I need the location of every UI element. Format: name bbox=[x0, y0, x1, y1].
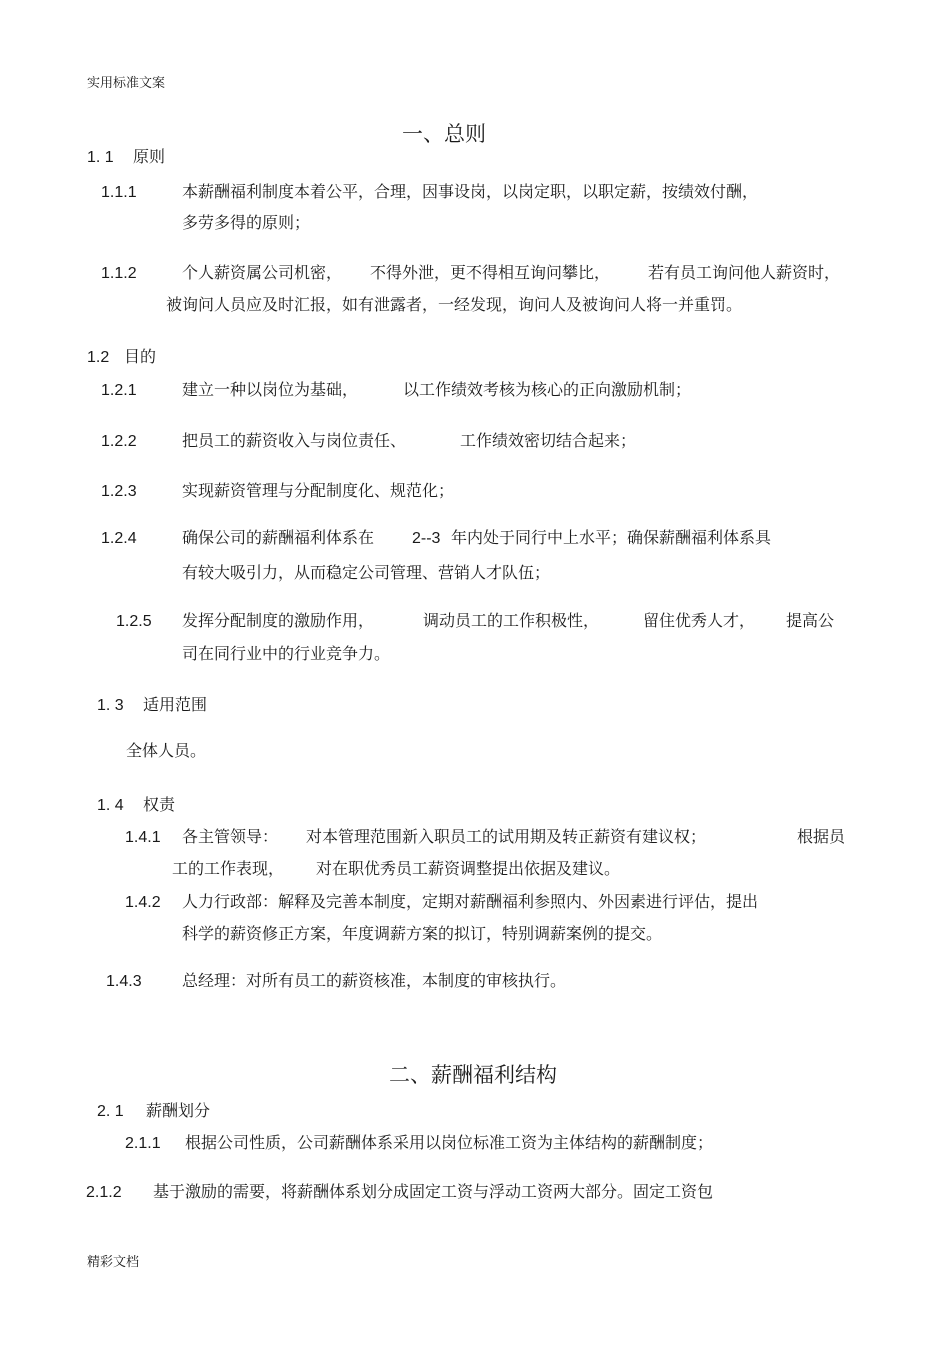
paragraph-line: 被询问人员应及时汇报，如有泄露者，一经发现，询问人及被询问人将一并重罚。 bbox=[166, 295, 743, 314]
item-number: 1.2.4 bbox=[101, 530, 137, 547]
section-heading: 目的 bbox=[124, 347, 157, 366]
item-number: 1.2.3 bbox=[101, 483, 137, 500]
item-number: 1.4.3 bbox=[106, 973, 142, 990]
paragraph-line: 年内处于同行中上水平；确保薪酬福利体系具 bbox=[451, 528, 772, 547]
paragraph-line: 提高公 bbox=[786, 611, 835, 630]
item-number: 1.2.1 bbox=[101, 382, 137, 399]
paragraph-line: 各主管领导： bbox=[182, 827, 279, 846]
paragraph-number: 2--3 bbox=[412, 530, 441, 547]
section-title: 二、薪酬福利结构 bbox=[389, 1063, 557, 1087]
item-number: 1.2.2 bbox=[101, 433, 137, 450]
page-footer: 精彩文档 bbox=[87, 1255, 140, 1270]
paragraph-line: 确保公司的薪酬福利体系在 bbox=[182, 528, 375, 547]
section-heading: 适用范围 bbox=[143, 695, 208, 714]
paragraph-line: 以工作绩效考核为核心的正向激励机制； bbox=[403, 380, 692, 399]
paragraph-line: 建立一种以岗位为基础， bbox=[182, 380, 359, 399]
section-number: 1.2 bbox=[87, 349, 110, 366]
paragraph-line: 对在职优秀员工薪资调整提出依据及建议。 bbox=[316, 859, 621, 878]
paragraph-line: 把员工的薪资收入与岗位责任、 bbox=[182, 431, 407, 450]
paragraph-line: 调动员工的工作积极性， bbox=[423, 611, 600, 630]
paragraph-line: 根据员 bbox=[797, 827, 846, 846]
paragraph-line: 科学的薪资修正方案，年度调薪方案的拟订，特别调薪案例的提交。 bbox=[182, 924, 663, 943]
page-header: 实用标准文案 bbox=[87, 76, 166, 91]
paragraph-line: 多劳多得的原则； bbox=[182, 213, 311, 232]
item-number: 1.1.1 bbox=[101, 184, 137, 201]
item-number: 1.4.2 bbox=[125, 894, 161, 911]
paragraph-line: 实现薪资管理与分配制度化、规范化； bbox=[182, 481, 455, 500]
section-number: 1. 4 bbox=[97, 797, 124, 814]
item-number: 1.4.1 bbox=[125, 829, 161, 846]
section-heading: 薪酬划分 bbox=[146, 1101, 211, 1120]
paragraph-line: 全体人员。 bbox=[126, 741, 207, 760]
paragraph-line: 司在同行业中的行业竞争力。 bbox=[182, 644, 391, 663]
section-heading: 原则 bbox=[133, 147, 166, 166]
item-number: 1.2.5 bbox=[116, 613, 152, 630]
paragraph-line: 发挥分配制度的激励作用， bbox=[182, 611, 375, 630]
section-number: 1. 3 bbox=[97, 697, 124, 714]
paragraph-line: 工的工作表现， bbox=[172, 859, 285, 878]
paragraph-line: 本薪酬福利制度本着公平，合理，因事设岗，以岗定职，以职定薪，按绩效付酬， bbox=[182, 182, 759, 201]
item-number: 2.1.1 bbox=[125, 1135, 161, 1152]
section-title: 一、总则 bbox=[402, 122, 486, 146]
paragraph-line: 总经理：对所有员工的薪资核准，本制度的审核执行。 bbox=[182, 971, 567, 990]
paragraph-line: 不得外泄，更不得相互询问攀比， bbox=[370, 263, 611, 282]
section-heading: 权责 bbox=[143, 795, 176, 814]
paragraph-line: 根据公司性质，公司薪酬体系采用以岗位标准工资为主体结构的薪酬制度； bbox=[185, 1133, 714, 1152]
item-number: 2.1.2 bbox=[86, 1184, 122, 1201]
item-number: 1.1.2 bbox=[101, 265, 137, 282]
paragraph-line: 工作绩效密切结合起来； bbox=[460, 431, 637, 450]
paragraph-line: 对本管理范围新入职员工的试用期及转正薪资有建议权； bbox=[306, 827, 707, 846]
paragraph-line: 人力行政部：解释及完善本制度，定期对薪酬福利参照内、外因素进行评估，提出 bbox=[182, 892, 759, 911]
paragraph-line: 个人薪资属公司机密， bbox=[182, 263, 343, 282]
paragraph-line: 若有员工询问他人薪资时， bbox=[648, 263, 841, 282]
section-number: 2. 1 bbox=[97, 1103, 124, 1120]
paragraph-line: 基于激励的需要，将薪酬体系划分成固定工资与浮动工资两大部分。固定工资包 bbox=[153, 1182, 714, 1201]
section-number: 1. 1 bbox=[87, 149, 114, 166]
paragraph-line: 有较大吸引力，从而稳定公司管理、营销人才队伍； bbox=[182, 563, 551, 582]
paragraph-line: 留住优秀人才， bbox=[643, 611, 756, 630]
